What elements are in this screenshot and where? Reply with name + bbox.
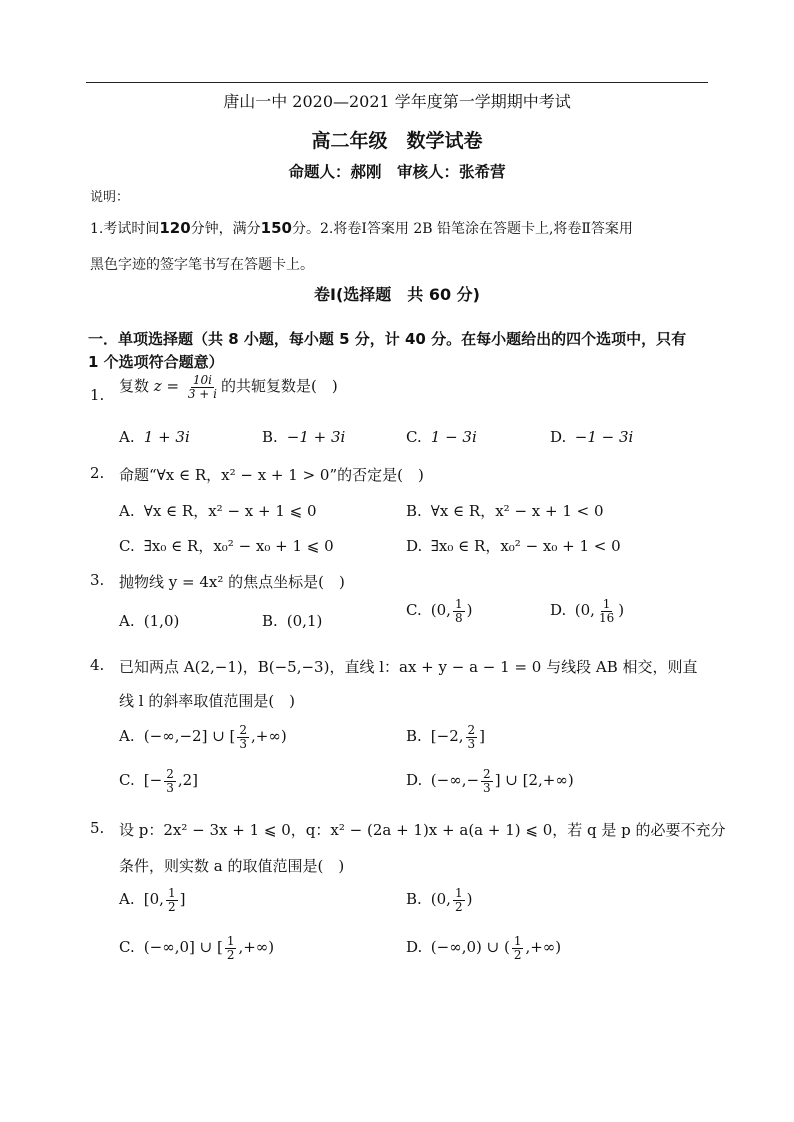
option-c [406,428,477,446]
option-c [406,598,472,624]
option-label: A. [119,727,135,746]
question-stem [119,374,338,400]
option-label: B. [406,727,422,746]
option-label: D. [550,428,567,446]
fraction-numerator: 1 [513,934,522,948]
option-label: B. [406,890,422,909]
question-number: 4. [90,656,105,674]
option-c [119,935,274,961]
option-a [119,612,179,630]
fraction-denominator: 3 [483,780,491,795]
school-title: 唐山一中 2020—2021 学年度第一学期期中考试 [223,92,571,111]
fraction [166,887,178,913]
option-text: [− [143,771,163,790]
option-text: ,+∞) [251,727,287,746]
fraction-denominator: 2 [454,899,463,914]
header-rule [86,82,708,83]
section-heading: 一．单项选择题（共 8 小题，每小题 5 分，计 40 分。在每小题给出的四个选项中，只有 [88,330,687,348]
option-text: ∃x₀ ∈ R，x₀² − x₀ + 1 < 0 [430,537,621,555]
option-text: (0,1) [286,612,323,630]
option-label: A. [119,428,135,446]
option-text: ) [466,601,473,620]
stem-text: 复数 [119,377,150,396]
option-b [406,724,485,750]
exam-time: 120 [159,219,191,237]
option-a [119,887,185,913]
exam-title: 高二年级 数学试卷 [311,130,483,152]
option-d [406,768,574,794]
fraction-numerator: 1 [454,597,463,611]
section-heading-cont: 1 个选项符合题意） [88,353,224,371]
option-label: D. [550,601,567,620]
option-label: D. [406,537,423,555]
option-text: ∀x ∈ R，x² − x + 1 < 0 [430,502,604,520]
fraction-denominator: 3 [166,780,174,795]
option-a [119,428,190,446]
question-number: 5. [90,819,105,837]
option-text: (1,0) [143,612,180,630]
option-label: C. [406,428,422,446]
fraction [453,598,465,624]
notes-text: 1.考试时间 [90,221,160,237]
option-d [406,935,561,961]
question-stem: 抛物线 y = 4x² 的焦点坐标是( ) [119,573,345,591]
option-text: ,+∞) [238,938,275,957]
option-label: B. [262,612,278,630]
math-var: z [153,377,162,396]
question-number: 2. [90,464,105,482]
option-d [406,535,621,556]
fraction [597,598,616,624]
fraction-denominator: 3 [467,736,476,751]
option-text: −1 − 3i [574,428,634,446]
question-stem-cont: 线 l 的斜率取值范围是( ) [119,692,296,710]
fraction-numerator: 2 [483,767,491,781]
fraction-denominator: 8 [454,610,463,625]
fraction-numerator: 2 [467,723,476,737]
option-text: (−∞,0] ∪ [ [143,938,223,957]
option-label: C. [119,537,135,555]
option-text: ] ∪ [2,+∞) [494,771,574,790]
option-text: −1 + 3i [286,428,346,446]
option-text: 1 − 3i [430,428,477,446]
option-label: C. [119,938,135,957]
option-text: ] [179,890,186,909]
fraction-numerator: 1 [602,597,611,611]
question-number: 3. [90,571,105,589]
option-d [550,428,633,446]
exam-authors: 命题人：郝刚 审核人：张希营 [288,163,506,181]
option-text: 1 + 3i [143,428,190,446]
notes-text: 分钟，满分 [190,221,261,237]
fraction [453,887,465,913]
option-text: ,+∞) [525,938,562,957]
option-label: A. [119,890,135,909]
fraction-numerator: 2 [166,767,174,781]
stem-text: 的共轭复数是( ) [220,377,338,396]
fraction-denominator: 2 [226,947,235,962]
option-label: B. [406,502,422,520]
option-text: ,2] [177,771,199,790]
option-b [406,887,472,913]
question-stem: 已知两点 A(2,−1)，B(−5,−3)，直线 l：ax + y − a − 1 = 0 与线段 AB 相交，则直 [119,658,698,676]
option-label: C. [119,771,135,790]
option-text: (0, [430,601,451,620]
fraction-numerator: 1 [454,886,463,900]
notes-line-1 [90,218,633,238]
option-text: (0, [430,890,451,909]
option-c [119,768,198,794]
option-label: A. [119,502,135,520]
fraction [164,768,176,794]
fraction-denominator: 3 [239,736,248,751]
math-equals: = [161,377,184,396]
notes-line-2: 黑色字迹的签字笔书写在答题卡上。 [90,257,314,273]
option-text: ) [618,601,625,620]
option-text: ] [479,727,486,746]
option-label: D. [406,938,423,957]
option-text: ∀x ∈ R，x² − x + 1 ⩽ 0 [143,502,317,520]
fraction-denominator: 2 [513,947,522,962]
option-text: (−∞,− [430,771,480,790]
option-b [406,500,604,521]
option-label: B. [262,428,278,446]
option-text: (−∞,0) ∪ ( [430,938,510,957]
option-b [262,428,345,446]
fraction-numerator: 10i [192,373,212,387]
fraction [237,724,249,750]
option-text: ∃x₀ ∈ R，x₀² − x₀ + 1 ⩽ 0 [143,537,334,555]
option-b [262,612,322,630]
notes-text: 分。2.将卷Ⅰ答案用 2B 铅笔涂在答题卡上,将卷Ⅱ答案用 [291,221,633,237]
fraction [466,724,478,750]
fraction-denominator: 3 + i [187,386,217,401]
option-label: D. [406,771,423,790]
notes-label: 说明： [90,190,130,205]
fraction-denominator: 16 [598,610,615,625]
question-stem: 设 p：2x² − 3x + 1 ⩽ 0，q：x² − (2a + 1)x + a(a + 1) ⩽ 0，若 q 是 p 的必要不充分 [119,821,726,839]
option-label: C. [406,601,422,620]
option-c [119,535,334,556]
exam-score: 150 [260,219,292,237]
question-stem-cont: 条件，则实数 a 的取值范围是( ) [119,857,345,875]
fraction-numerator: 1 [226,934,235,948]
fraction-numerator: 1 [167,886,176,900]
option-text: [−2, [430,727,464,746]
fraction-denominator: 2 [167,899,176,914]
part1-title: 卷Ⅰ(选择题 共 60 分) [314,285,480,304]
option-a [119,500,317,521]
fraction [481,768,493,794]
question-stem: 命题“∀x ∈ R，x² − x + 1 > 0”的否定是( ) [119,466,424,484]
option-a [119,724,287,750]
fraction [186,374,219,400]
option-d [550,598,624,624]
fraction [225,935,237,961]
option-text: (−∞,−2] ∪ [ [143,727,236,746]
option-text: (0, [574,601,595,620]
fraction [512,935,524,961]
option-text: [0, [143,890,164,909]
fraction-numerator: 2 [239,723,248,737]
option-label: A. [119,612,135,630]
question-number: 1. [90,386,105,404]
option-text: ) [466,890,473,909]
